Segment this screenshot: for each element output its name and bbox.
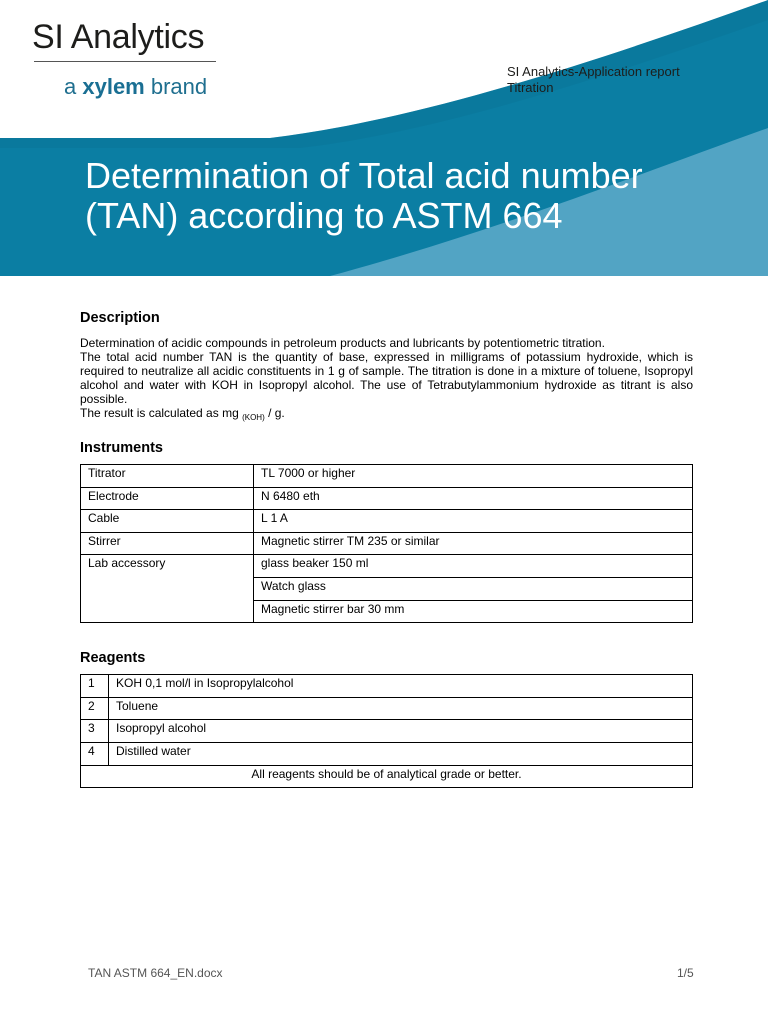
tagline-xylem: xylem [82,74,145,99]
tagline-pre: a [64,74,83,99]
instrument-value: glass beaker 150 ml [254,555,693,578]
reagent-number: 3 [81,720,109,743]
report-info [507,64,680,96]
table-row [81,465,693,488]
reagent-number: 1 [81,675,109,698]
instrument-value: Magnetic stirrer bar 30 mm [254,600,693,623]
reagent-name: KOH 0,1 mol/l in Isopropylalcohol [109,675,693,698]
table-row [81,765,693,788]
logo-divider [34,61,216,62]
header-banner [0,0,768,276]
title-line-2: (TAN) according to ASTM 664 [85,195,563,236]
table-row [81,742,693,765]
instrument-name: Cable [81,510,254,533]
title-line-1: Determination of Total acid number [85,155,643,196]
instruments-section [80,440,693,623]
description-result [80,406,693,425]
instrument-value: TL 7000 or higher [254,465,693,488]
description-line-2: The total acid number TAN is the quantity of base, expressed in milligrams of potassium hydroxide, which is required to neutralize all acidic constituents in 1 g of sample. The titration is done in a mixture of toluene, Isopropyl alcohol and water with KOH in Isopropyl alcohol. The use of Tetrabutylammonium hydroxide as titrant is also possible. [80,350,693,406]
footer-filename: TAN ASTM 664_EN.docx [88,966,223,980]
result-pre: The result is calculated as mg [80,406,243,420]
reagent-name: Toluene [109,697,693,720]
page-title [85,156,725,236]
table-row [81,487,693,510]
instrument-value: N 6480 eth [254,487,693,510]
description-heading: Description [80,310,160,326]
description-section [80,310,693,425]
description-line-1: Determination of acidic compounds in petroleum products and lubricants by potentiometric titration. [80,336,605,350]
instrument-name: Titrator [81,465,254,488]
instrument-name: Electrode [81,487,254,510]
instrument-value: Watch glass [254,577,693,600]
reagents-note: All reagents should be of analytical grade or better. [81,765,693,788]
brand-logo-name: SI Analytics [32,18,205,56]
brand-logo-tagline [64,74,207,100]
footer-page-number: 1/5 [677,966,694,980]
report-type: SI Analytics-Application report [507,64,680,79]
table-row [81,697,693,720]
instruments-table [80,464,693,623]
instruments-heading: Instruments [80,440,163,456]
reagent-number: 2 [81,697,109,720]
reagents-section [80,650,693,788]
table-row [81,510,693,533]
reagent-number: 4 [81,742,109,765]
reagent-name: Distilled water [109,742,693,765]
table-row [81,555,693,578]
reagents-heading: Reagents [80,650,146,667]
tagline-post: brand [144,74,208,99]
result-post: / g. [264,406,285,420]
table-row [81,532,693,555]
instrument-name: Lab accessory [81,555,254,623]
reagents-table [80,674,693,788]
instrument-value: Magnetic stirrer TM 235 or similar [254,532,693,555]
document-body [80,310,693,788]
table-row [81,720,693,743]
result-sub: (KOH) [242,413,265,422]
table-row [81,675,693,698]
instrument-name: Stirrer [81,532,254,555]
reagent-name: Isopropyl alcohol [109,720,693,743]
report-category: Titration [507,80,554,95]
instrument-value: L 1 A [254,510,693,533]
